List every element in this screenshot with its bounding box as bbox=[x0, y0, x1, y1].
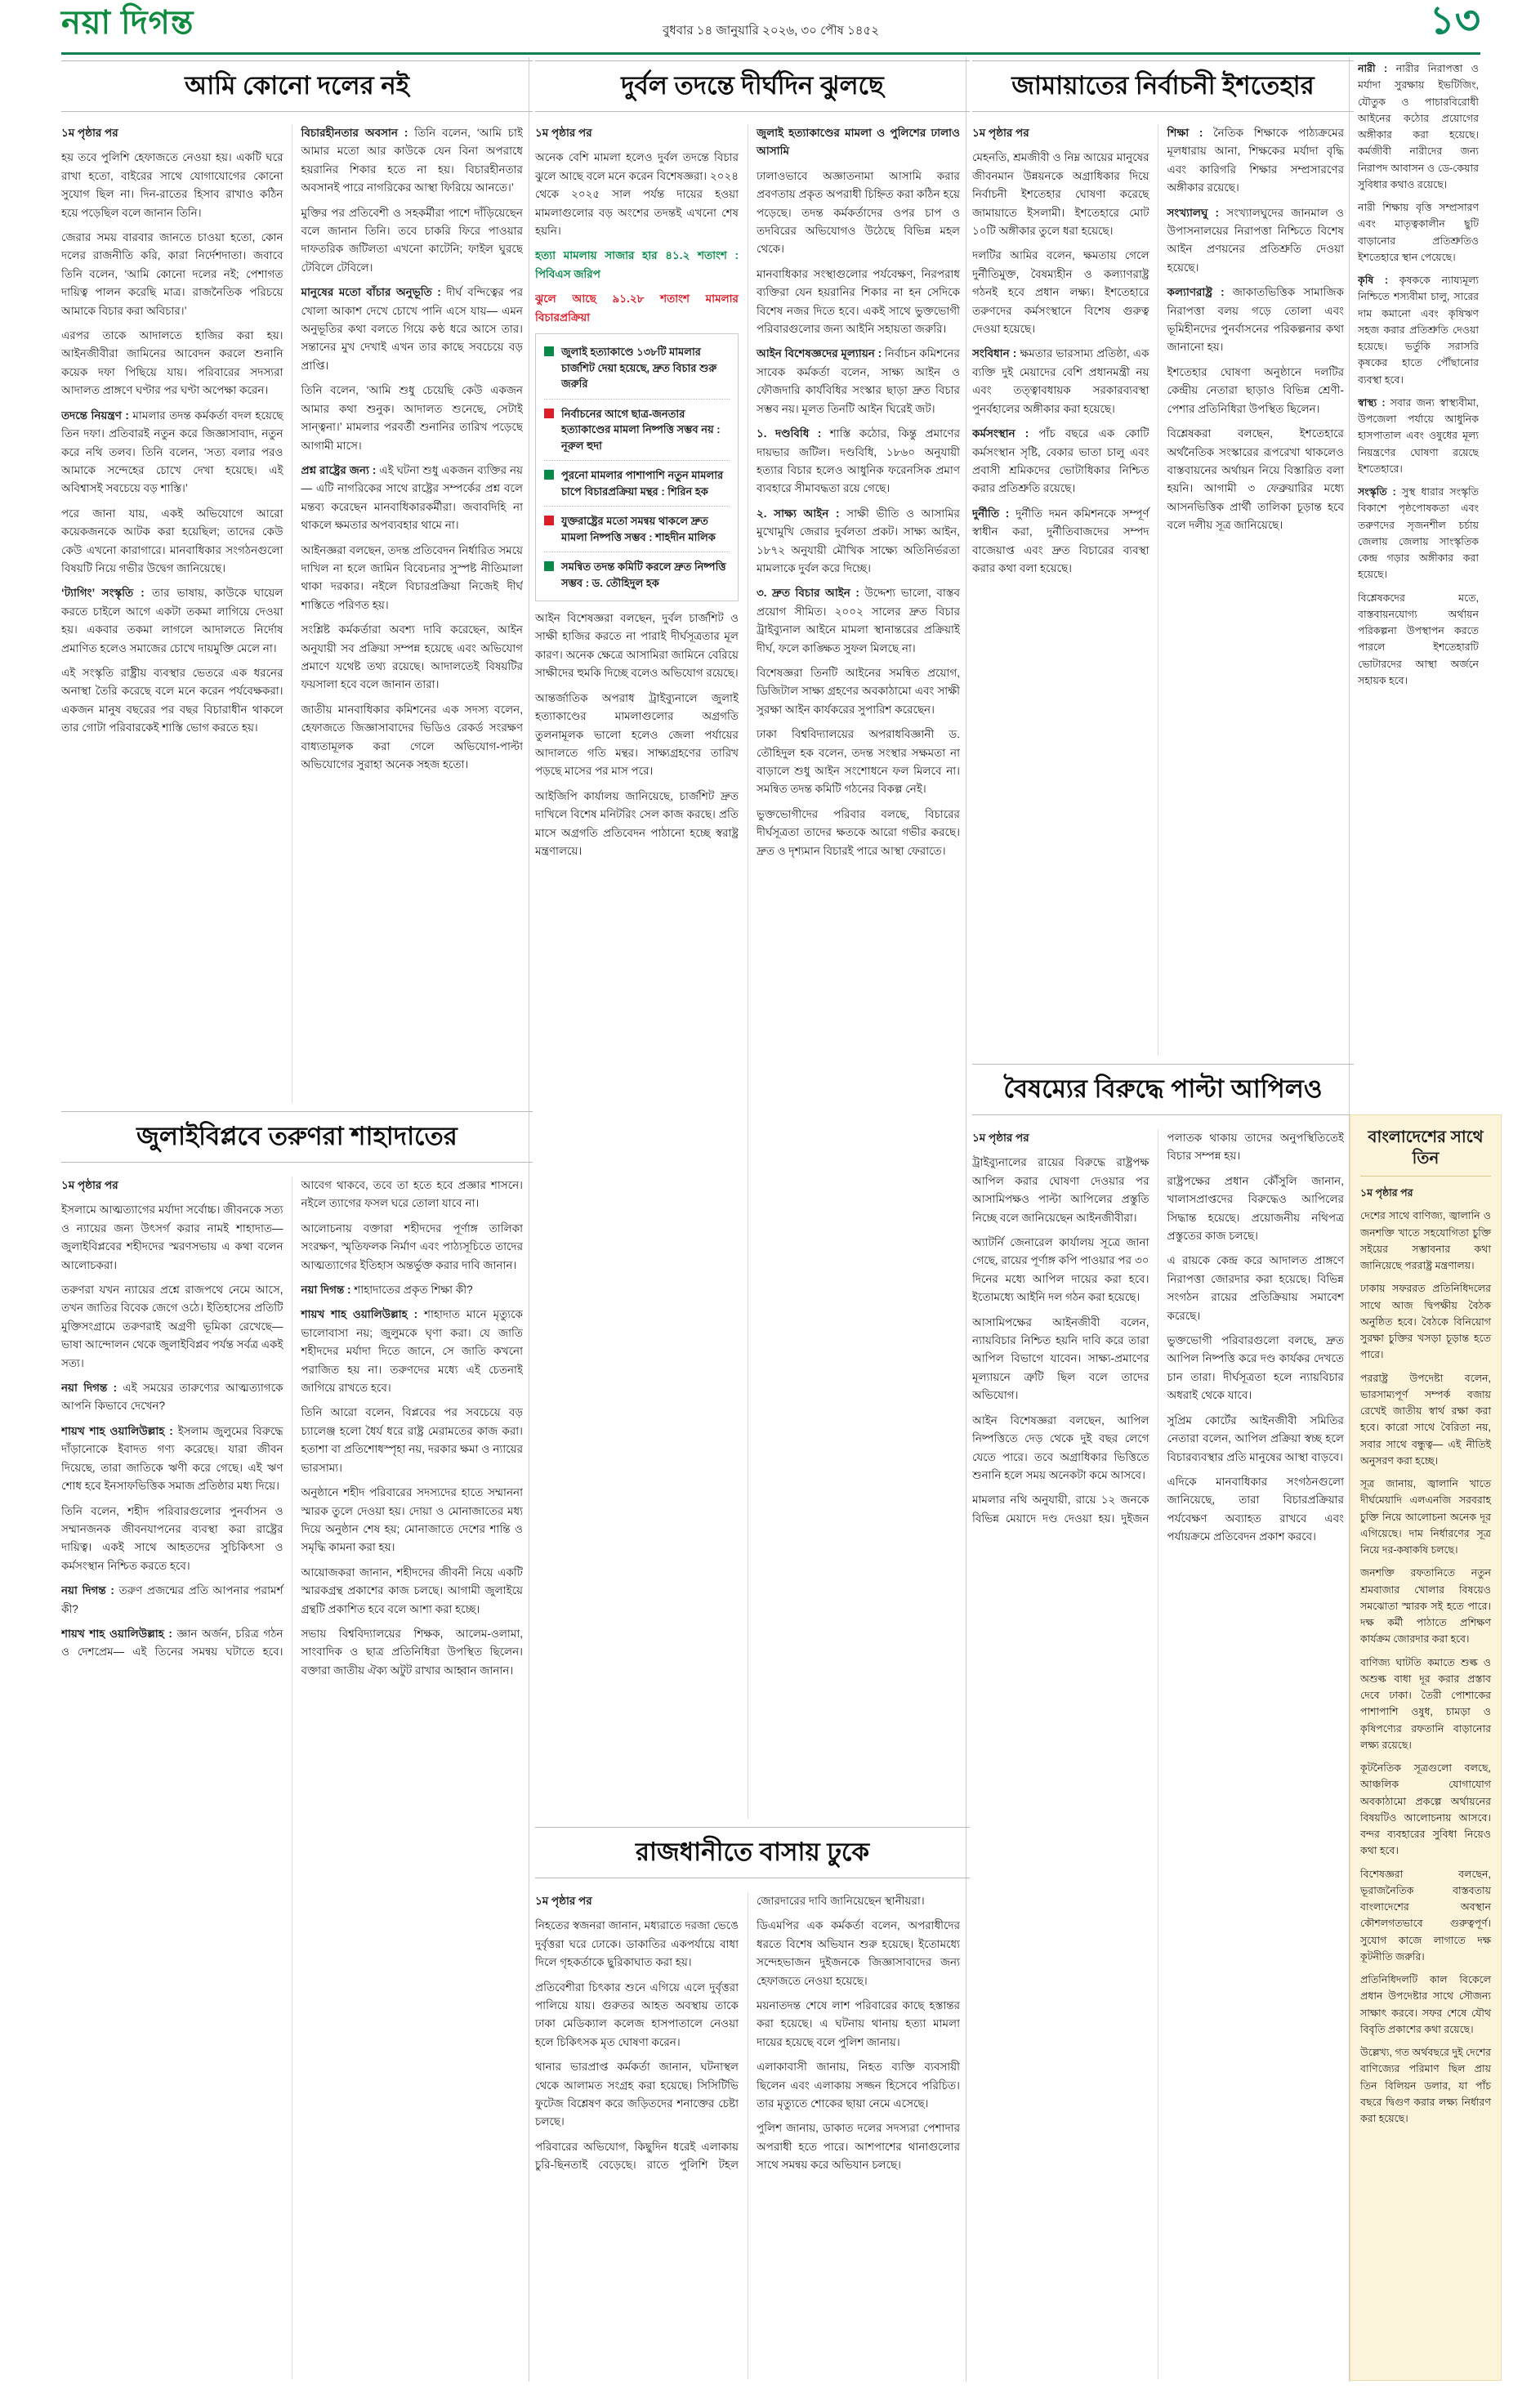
paragraph: প্রতিবেশীরা চিৎকার শুনে এগিয়ে এলে দুর্বৃত্তরা পালিয়ে যায়। গুরুতর আহত অবস্থায় তাকে ঢাকা মেডিক্যাল কলেজ হাসপাতালে নেওয়া হলে চিকিৎসক মৃত ঘোষণা করেন। bbox=[535, 1980, 739, 2048]
run-in-lead: নারী : bbox=[1358, 63, 1396, 74]
article-body-no-party bbox=[61, 124, 523, 1103]
paragraph: সভায় বিশ্ববিদ্যালয়ের শিক্ষক, আলেম-ওলামা, সাংবাদিক ও ছাত্র প্রতিনিধিরা উপস্থিত ছিলেন। বক্তারা জাতীয় ঐক্য অটুট রাখার আহ্বান জানান। bbox=[301, 1627, 523, 1677]
sidebar-article-title: বাংলাদেশের সাথে তিন bbox=[1360, 1127, 1491, 1177]
paragraph: প্রতিনিধিদলটি কাল বিকেলে প্রধান উপদেষ্টার সাথে সৌজন্য সাক্ষাৎ করবে। সফর শেষে যৌথ বিবৃতি প্রকাশের কথা রয়েছে। bbox=[1360, 1974, 1491, 2035]
article-body-manifesto bbox=[972, 124, 1344, 1056]
article-body-capital-crime bbox=[535, 1892, 960, 2379]
bullet-square-icon bbox=[544, 409, 554, 418]
masthead-rule bbox=[61, 52, 1480, 55]
paragraph: বিচারহীনতার অবসান : তিনি বলেন, ‘আমি চাই আমার মতো আর কাউকে যেন বিনা অপরাধে হয়রানির শিকার হতে না হয়। বিচারহীনতার অবসানই পারে নাগরিকের আস্থা ফিরিয়ে আনতে।’ bbox=[301, 127, 523, 194]
sidebar-article bbox=[1350, 1114, 1502, 2381]
factbox-item bbox=[544, 461, 730, 507]
paragraph: আইজিপি কার্যালয় জানিয়েছে, চার্জশিট দ্রুত দাখিলে বিশেষ মনিটরিং সেল কাজ করছে। প্রতি মাসে অগ্রগতি প্রতিবেদন পাঠানো হচ্ছে স্বরাষ্ট্র মন্ত্রণালয়ে। bbox=[535, 789, 739, 857]
paragraph: প্রশ্ন রাষ্ট্রের জন্য : এই ঘটনা শুধু একজন ব্যক্তির নয়— এটি নাগরিকের সাথে রাষ্ট্রের সম্পর্কের প্রশ্ন বলে মন্তব্য করেছেন মানবাধিকারকর্মীরা। জবাবদিহি না থাকলে ক্ষমতার অপব্যবহার থামে না। bbox=[301, 463, 523, 532]
paragraph: আসামিপক্ষের আইনজীবী বলেন, ন্যায়বিচার নিশ্চিত হয়নি দাবি করে তারা আপিল বিভাগে যাবেন। সাক্ষ্য-প্রমাণের মূল্যায়নে ত্রুটি ছিল বলে তাদের অভিযোগ। bbox=[972, 1315, 1149, 1402]
paragraph: থানার ভারপ্রাপ্ত কর্মকর্তা জানান, ঘটনাস্থল থেকে আলামত সংগ্রহ করা হয়েছে। সিসিটিভি ফুটেজ বিশ্লেষণ করে জড়িতদের শনাক্তের চেষ্টা চলছে। bbox=[535, 2061, 739, 2128]
paragraph: মানবাধিকার সংস্থাগুলোর পর্যবেক্ষণ, নিরপরাধ ব্যক্তিরা যেন হয়রানির শিকার না হন সেদিকে বিশেষ নজর দিতে হবে। একই সাথে ভুক্তভোগী পরিবারগুলোর জন্য আইনি সহায়তা জরুরি। bbox=[757, 267, 960, 336]
paragraph: শিক্ষা : নৈতিক শিক্ষাকে পাঠ্যক্রমের মূলধারায় আনা, শিক্ষকের মর্যাদা বৃদ্ধি এবং কারিগরি শিক্ষার সম্প্রসারণের অঙ্গীকার রয়েছে। bbox=[1167, 127, 1344, 194]
paragraph: তদন্তে নিয়ন্ত্রণ : মামলার তদন্ত কর্মকর্তা বদল হয়েছে তিন দফা। প্রতিবারই নতুন করে জিজ্ঞাসাবাদ, নতুন করে নথি তলব। তিনি বলেন, ‘সত্য বলার পরও আমাকে সন্দেহের চোখে দেখা হয়েছে। এই অবিশ্বাসই সবচেয়ে বড় শাস্তি।’ bbox=[61, 409, 283, 495]
paragraph: হত্যা মামলায় সাজার হার ৪১.২ শতাংশ : পিবিএস জরিপ bbox=[535, 249, 739, 280]
paragraph: ৩. দ্রুত বিচার আইন : উদ্দেশ্য ভালো, বাস্তব প্রয়োগ সীমিত। ২০০২ সালের দ্রুত বিচার ট্রাইব্যুনাল আইনে মামলা স্থানান্তরের প্রক্রিয়াই দীর্ঘ, ফলে কাঙ্ক্ষিত সুফল মিলছে না। bbox=[757, 587, 960, 654]
paragraph: স্বাস্থ্য : সবার জন্য স্বাস্থ্যবীমা, উপজেলা পর্যায়ে আধুনিক হাসপাতাল এবং ওষুধের মূল্য নিয়ন্ত্রণের ঘোষণা রয়েছে ইশতেহারে। bbox=[1358, 396, 1479, 475]
paragraph: এই সংস্কৃতি রাষ্ট্রীয় ব্যবস্থার ভেতরে এক ধরনের অনাস্থা তৈরি করেছে বলে মনে করেন পর্যবেক্ষকরা। একজন মানুষ বছরের পর বছর বিচারাধীন থাকলে তার গোটা পরিবারকেই শাস্তি ভোগ করতে হয়। bbox=[61, 666, 283, 735]
paragraph: বিশেষজ্ঞরা বলছেন, ভূরাজনৈতিক বাস্তবতায় বাংলাদেশের অবস্থান কৌশলগতভাবে গুরুত্বপূর্ণ। সুযোগ কাজে লাগাতে দক্ষ কূটনীতি জরুরি। bbox=[1360, 1868, 1491, 1963]
article-body-counter-appeal bbox=[972, 1129, 1344, 2379]
run-in-lead: সংবিধান : bbox=[972, 347, 1020, 360]
paragraph: আয়োজকরা জানান, শহীদদের জীবনী নিয়ে একটি স্মারকগ্রন্থ প্রকাশের কাজ চলছে। আগামী জুলাইয়ে গ্রন্থটি প্রকাশিত হবে বলে আশা করা হচ্ছে। bbox=[301, 1565, 523, 1615]
masthead bbox=[61, 0, 1480, 51]
paragraph: জাতীয় মানবাধিকার কমিশনের এক সদস্য বলেন, হেফাজতে জিজ্ঞাসাবাদের ভিডিও রেকর্ড সংরক্ষণ বাধ্যতামূলক করা গেলে অভিযোগ-পাল্টা অভিযোগের সুরাহা অনেক সহজ হতো। bbox=[301, 703, 523, 770]
factbox-item bbox=[544, 507, 730, 552]
paragraph: নয়া দিগন্ত : শাহাদাতের প্রকৃত শিক্ষা কী? bbox=[301, 1284, 473, 1297]
factbox-item-text: যুক্তরাষ্ট্রের মতো সমন্বয় থাকলে দ্রুত মামলা নিষ্পত্তি সম্ভব : শাহদীন মালিক bbox=[561, 515, 716, 543]
article-body-weak-probe bbox=[535, 124, 960, 1819]
paragraph-flow bbox=[972, 124, 1344, 578]
run-in-lead: বিচারহীনতার অবসান : bbox=[301, 127, 415, 139]
paragraph: উল্লেখ্য, গত অর্থবছরে দুই দেশের বাণিজ্যের পরিমাণ ছিল প্রায় তিন বিলিয়ন ডলার, যা পাঁচ বছরে দ্বিগুণ করার লক্ষ্য নির্ধারণ করা হয়েছে। bbox=[1360, 2047, 1491, 2124]
continued-from-page-1: ১ম পৃষ্ঠার পর bbox=[972, 127, 1029, 139]
run-in-lead: কর্মসংস্থান : bbox=[972, 427, 1039, 440]
run-in-lead: নয়া দিগন্ত : bbox=[301, 1284, 355, 1297]
paragraph: বিশ্লেষকদের মতে, বাস্তবায়নযোগ্য অর্থায়ন পরিকল্পনা উপস্থাপন করতে পারলে ইশতেহারটি ভোটারদের আস্থা অর্জনে সহায়ক হবে। bbox=[1358, 592, 1479, 686]
paragraph: নারী শিক্ষায় বৃত্তি সম্প্রসারণ এবং মাতৃত্বকালীন ছুটি বাড়ানোর প্রতিশ্রুতিও ইশতেহারে স্থান পেয়েছে। bbox=[1358, 202, 1479, 263]
paragraph: আইন বিশেষজ্ঞদের মূল্যায়ন : নির্বাচন কমিশনের সাবেক কর্মকর্তা বলেন, সাক্ষ্য আইন ও ফৌজদারি কার্যবিধির সংস্কার ছাড়া দ্রুত বিচার সম্ভব নয়। মূলত তিনটি আইন ঘিরেই জট। bbox=[757, 347, 960, 415]
article-title-weak-probe: দুর্বল তদন্তে দীর্ঘদিন ঝুলছে bbox=[535, 60, 970, 112]
paragraph: তিনি বলেন, শহীদ পরিবারগুলোর পুনর্বাসন ও সম্মানজনক জীবনযাপনের ব্যবস্থা করা রাষ্ট্রের দায়িত্ব। একই সাথে আহতদের সুচিকিৎসা ও কর্মসংস্থান নিশ্চিত করতে হবে। bbox=[61, 1504, 283, 1572]
paragraph: নয়া দিগন্ত : এই সময়ের তারুণ্যের আত্মত্যাগকে আপনি কিভাবে দেখেন? bbox=[61, 1382, 283, 1413]
paragraph: দলটির আমির বলেন, ক্ষমতায় গেলে দুর্নীতিমুক্ত, বৈষম্যহীন ও কল্যাণরাষ্ট্র গঠনই হবে প্রধান লক্ষ্য। ইশতেহারে তরুণদের কর্মসংস্থানে বিশেষ গুরুত্ব দেওয়া হয়েছে। bbox=[972, 249, 1149, 336]
paragraph: ঢালাওভাবে অজ্ঞাতনামা আসামি করার প্রবণতায় প্রকৃত অপরাধী চিহ্নিত করা কঠিন হয়ে পড়েছে। তদন্ত কর্মকর্তাদের ওপর চাপ ও তদবিরের অভিযোগও উঠেছে বিভিন্ন মহল থেকে। bbox=[757, 169, 960, 256]
paragraph: অনেক বেশি মামলা হলেও দুর্বল তদন্তে বিচার ঝুলে আছে বলে মনে করেন বিশেষজ্ঞরা। ২০২৪ থেকে ২০২৫ সাল পর্যন্ত দায়ের হওয়া মামলাগুলোর বড় অংশের তদন্তই এখনো শেষ হয়নি। bbox=[535, 151, 739, 238]
paragraph: ইশতেহার ঘোষণা অনুষ্ঠানে দলটির কেন্দ্রীয় নেতারা ছাড়াও বিভিন্ন শ্রেণী-পেশার প্রতিনিধিরা উপস্থিত ছিলেন। bbox=[1167, 365, 1344, 415]
paragraph: ডিএমপির এক কর্মকর্তা বলেন, অপরাধীদের ধরতে বিশেষ অভিযান শুরু হয়েছে। ইতোমধ্যে সন্দেহভাজন দুইজনকে জিজ্ঞাসাবাদের জন্য হেফাজতে নেওয়া হয়েছে। bbox=[757, 1919, 960, 1987]
run-in-lead: প্রশ্ন রাষ্ট্রের জন্য : bbox=[301, 463, 380, 476]
bullet-square-icon bbox=[544, 470, 554, 480]
paragraph-flow bbox=[1360, 1208, 1491, 2127]
paragraph: ঝুলে আছে ৯১.২৮ শতাংশ মামলার বিচারপ্রক্রিয়া bbox=[535, 292, 739, 324]
run-in-lead: কল্যাণরাষ্ট্র : bbox=[1167, 286, 1233, 299]
paragraph: এদিকে মানবাধিকার সংগঠনগুলো জানিয়েছে, তারা বিচারপ্রক্রিয়ার পর্যবেক্ষণ অব্যাহত রাখবে এবং পর্যায়ক্রমে প্রতিবেদন প্রকাশ করবে। bbox=[1167, 1475, 1344, 1543]
paragraph: জেরার সময় বারবার জানতে চাওয়া হতো, কোন দলের রাজনীতি করি, কারা নির্দেশদাতা। জবাবে তিনি বলেন, ‘আমি কোনো দলের নই; পেশাগত দায়িত্ব পালন করেছি মাত্র। রাজনৈতিক পরিচয়ে আমাকে বিচার করা অবিচার।’ bbox=[61, 231, 283, 317]
run-in-lead: ‘ট্যাগিং’ সংস্কৃতি : bbox=[61, 587, 152, 600]
paragraph: এ রায়কে কেন্দ্র করে আদালত প্রাঙ্গণে নিরাপত্তা জোরদার করা হয়েছে। বিভিন্ন সংগঠন রায়ের প্রতিক্রিয়ায় সমাবেশ করেছে। bbox=[1167, 1254, 1344, 1322]
run-in-lead: তদন্তে নিয়ন্ত্রণ : bbox=[61, 409, 133, 422]
factbox bbox=[535, 333, 739, 601]
bullet-square-icon bbox=[544, 516, 554, 525]
run-in-lead: শায়খ শাহ ওয়ালিউল্লাহ : bbox=[301, 1308, 424, 1321]
paragraph: নিহতের স্বজনরা জানান, মধ্যরাতে দরজা ভেঙে দুর্বৃত্তরা ঘরে ঢোকে। ডাকাতির একপর্যায়ে বাধা দিলে গৃহকর্তাকে ছুরিকাঘাত করা হয়। bbox=[535, 1919, 739, 1969]
paragraph: এরপর তাকে আদালতে হাজির করা হয়। আইনজীবীরা জামিনের আবেদন করলে শুনানি কয়েক দফা পিছিয়ে যায়। পরিবারের সদস্যরা আদালত প্রাঙ্গণে ঘণ্টার পর ঘণ্টা অপেক্ষা করেন। bbox=[61, 329, 283, 397]
paragraph: পরিবারের অভিযোগ, কিছুদিন ধরেই এলাকায় চুরি-ছিনতাই বেড়েছে। রাতে পুলিশি টহল জোরদারের দাবি জানিয়েছেন স্থানীয়রা। bbox=[535, 1895, 925, 2172]
paragraph: ভুক্তভোগী পরিবারগুলো বলছে, দ্রুত আপিল নিষ্পত্তি করে দণ্ড কার্যকর দেখতে চান তারা। দীর্ঘসূত্রতা হলে ন্যায়বিচার অধরাই থেকে যাবে। bbox=[1167, 1334, 1344, 1402]
paragraph: আইন বিশেষজ্ঞরা বলছেন, আপিল নিষ্পত্তিতে দেড় থেকে দুই বছর লেগে যেতে পারে। তবে অগ্রাধিকার ভিত্তিতে শুনানি হলে সময় অনেকটা কমে আসবে। bbox=[972, 1413, 1149, 1481]
article-title-july-martyrs: জুলাইবিপ্লবে তরুণরা শাহাদাতের bbox=[61, 1111, 533, 1163]
run-in-lead: সংখ্যালঘু : bbox=[1167, 206, 1227, 219]
paragraph: অনুষ্ঠানে শহীদ পরিবারের সদস্যদের হাতে সম্মাননা স্মারক তুলে দেওয়া হয়। দোয়া ও মোনাজাতের মধ্য দিয়ে অনুষ্ঠান শেষ হয়; মোনাজাতে দেশের শান্তি ও সমৃদ্ধি কামনা করা হয়। bbox=[301, 1486, 523, 1554]
paragraph-flow bbox=[535, 1892, 960, 2178]
run-in-lead: শায়খ শাহ ওয়ালিউল্লাহ : bbox=[61, 1424, 178, 1437]
paragraph: কূটনৈতিক সূত্রগুলো বলছে, আঞ্চলিক যোগাযোগ অবকাঠামো প্রকল্পে অর্থায়নের বিষয়টিও আলোচনায় আসবে। বন্দর ব্যবহারের সুবিধা নিয়েও কথা হবে। bbox=[1360, 1762, 1491, 1857]
paragraph: কৃষি : কৃষককে ন্যায্যমূল্য নিশ্চিতে শস্যবীমা চালু, সারের দাম কমানো এবং কৃষিঋণ সহজ করার প্রতিশ্রুতি দেওয়া হয়েছে। ভর্তুকি সরাসরি কৃষকের হাতে পৌঁছানোর ব্যবস্থা হবে। bbox=[1358, 275, 1479, 386]
article-body-july-martyrs bbox=[61, 1177, 523, 2379]
paragraph: ঢাকা বিশ্ববিদ্যালয়ের অপরাধবিজ্ঞানী ড. তৌহিদুল হক বলেন, তদন্ত সংস্থার সক্ষমতা না বাড়ালে শুধু আইন সংশোধনে ফল মিলবে না। সমন্বিত তদন্ত কমিটি গঠনের বিকল্প নেই। bbox=[757, 728, 960, 796]
paragraph: ১. দণ্ডবিধি : শাস্তি কঠোর, কিন্তু প্রমাণের দায়ভার জটিল। দণ্ডবিধি, ১৮৬০ অনুযায়ী হত্যার বিচার হলেও আধুনিক ফরেনসিক প্রমাণ ব্যবহারে সীমাবদ্ধতা রয়ে গেছে। bbox=[757, 427, 960, 495]
article-title-counter-appeal: বৈষম্যের বিরুদ্ধে পাল্টা আপিলও bbox=[972, 1064, 1354, 1115]
paragraph: তিনি বলেন, ‘আমি শুধু চেয়েছি কেউ একজন আমার কথা শুনুক। আদালত শুনেছে, সেটাই সান্ত্বনা।’ মামলার পরবর্তী শুনানির তারিখ পড়েছে আগামী মাসে। bbox=[301, 384, 523, 452]
paragraph: ময়নাতদন্ত শেষে লাশ পরিবারের কাছে হস্তান্তর করা হয়েছে। এ ঘটনায় থানায় হত্যা মামলা দায়ের হয়েছে বলে পুলিশ জানায়। bbox=[757, 1999, 960, 2048]
paragraph: মামলার নথি অনুযায়ী, রায়ে ১২ জনকে বিভিন্ন মেয়াদে দণ্ড দেওয়া হয়। দুইজন পলাতক থাকায় তাদের অনুপস্থিতিতেই বিচার সম্পন্ন হয়। bbox=[972, 1132, 1344, 1525]
paragraph-flow bbox=[535, 149, 739, 327]
paragraph: জুলাই হত্যাকাণ্ডের মামলা ও পুলিশের ঢালাও আসামি bbox=[757, 127, 960, 158]
paragraph: ‘ট্যাগিং’ সংস্কৃতি : তার ভাষায়, কাউকে ঘায়েল করতে চাইলে আগে একটা তকমা লাগিয়ে দেওয়া হয়। একবার তকমা লাগলে আদালতে নির্দোষ প্রমাণিত হলেও সমাজের চোখে দায়মুক্তি মেলে না। bbox=[61, 587, 283, 654]
continued-from-page-1: ১ম পৃষ্ঠার পর bbox=[61, 127, 118, 139]
run-in-lead: স্বাস্থ্য : bbox=[1358, 396, 1390, 409]
paragraph: নারী : নারীর নিরাপত্তা ও মর্যাদা সুরক্ষায় ইভটিজিং, যৌতুক ও পাচারবিরোধী আইনের কঠোর প্রয়োগের অঙ্গীকার করা হয়েছে। কর্মজীবী নারীদের জন্য নিরাপদ আবাসন ও ডে-কেয়ার সুবিধার কথাও রয়েছে। bbox=[1358, 63, 1479, 190]
paragraph: বাণিজ্য ঘাটতি কমাতে শুল্ক ও অশুল্ক বাধা দূর করার প্রস্তাব দেবে ঢাকা। তৈরী পোশাকের পাশাপাশি ওষুধ, চামড়া ও কৃষিপণ্যের রফতানি বাড়ানোর লক্ষ্য রয়েছে। bbox=[1360, 1656, 1491, 1751]
paragraph-flow bbox=[61, 1177, 523, 1680]
paragraph: ভুক্তভোগীদের পরিবার বলছে, বিচারের দীর্ঘসূত্রতা তাদের ক্ষতকে আরো গভীর করছে। দ্রুত ও দৃশ্যমান বিচারই পারে আস্থা ফেরাতে। bbox=[757, 807, 960, 857]
run-in-lead: শিক্ষা : bbox=[1167, 127, 1214, 139]
paragraph: ট্রাইব্যুনালের রায়ের বিরুদ্ধে রাষ্ট্রপক্ষ আপিল করার ঘোষণা দেওয়ার পর আসামিপক্ষও পাল্টা আপিলের প্রস্তুতি নিচ্ছে বলে জানিয়েছেন আইনজীবীরা। bbox=[972, 1156, 1149, 1224]
paragraph: মেহনতি, শ্রমজীবী ও নিম্ন আয়ের মানুষের জীবনমান উন্নয়নকে অগ্রাধিকার দিয়ে নির্বাচনী ইশতেহার ঘোষণা করেছে জামায়াতে ইসলামী। ইশতেহারে মোট ১০টি অঙ্গীকার তুলে ধরা হয়েছে। bbox=[972, 151, 1149, 238]
article-title-manifesto: জামায়াতের নির্বাচনী ইশতেহার bbox=[972, 60, 1354, 112]
paragraph: পরে জানা যায়, একই অভিযোগে আরো কয়েকজনকে আটক করা হয়েছিল; তাদের কেউ কেউ এখনো কারাগারে। মানবাধিকার সংগঠনগুলো বিষয়টি নিয়ে গভীর উদ্বেগ জানিয়েছে। bbox=[61, 507, 283, 574]
continued-from-page-1: ১ম পৃষ্ঠার পর bbox=[535, 127, 592, 139]
bullet-square-icon bbox=[544, 561, 554, 571]
paragraph: শায়খ শাহ ওয়ালিউল্লাহ : ইসলাম জুলুমের বিরুদ্ধে দাঁড়ানোকে ইবাদত গণ্য করেছে। যারা জীবন দিয়েছে, তারা জাতিকে ঋণী করে গেছে। এই ঋণ শোধ হবে ইনসাফভিত্তিক সমাজ প্রতিষ্ঠার মধ্য দিয়ে। bbox=[61, 1424, 283, 1493]
continued-from-page-1: ১ম পৃষ্ঠার পর bbox=[1360, 1187, 1413, 1199]
continued-from-page-1: ১ম পৃষ্ঠার পর bbox=[61, 1179, 118, 1191]
paragraph: আলোচনায় বক্তারা শহীদদের পূর্ণাঙ্গ তালিকা সংরক্ষণ, স্মৃতিফলক নির্মাণ এবং পাঠ্যসূচিতে তাদের আত্মত্যাগের ইতিহাস অন্তর্ভুক্ত করার দাবি জানান। bbox=[301, 1221, 523, 1271]
paragraph-flow bbox=[972, 1129, 1344, 1547]
newspaper-logo: নয়া দিগন্ত bbox=[61, 5, 194, 41]
article-title-capital-crime: রাজধানীতে বাসায় ঢুকে bbox=[535, 1827, 970, 1878]
factbox-item bbox=[544, 400, 730, 462]
continued-from-page-1: ১ম পৃষ্ঠার পর bbox=[972, 1132, 1029, 1144]
run-in-lead: সংস্কৃতি : bbox=[1358, 486, 1402, 498]
page-number: ১৩ bbox=[1429, 0, 1480, 42]
article-title-no-party: আমি কোনো দলের নই bbox=[61, 60, 533, 112]
paragraph: শায়খ শাহ ওয়ালিউল্লাহ : জ্ঞান অর্জন, চরিত্র গঠন ও দেশপ্রেম— এই তিনের সমন্বয় ঘটাতে হবে। আবেগ থাকবে, তবে তা হতে হবে প্রজ্ঞার শাসনে। নইলে ত্যাগের ফসল ঘরে তোলা যাবে না। bbox=[61, 1179, 523, 1659]
paragraph: তিনি আরো বলেন, বিপ্লবের পর সবচেয়ে বড় চ্যালেঞ্জ হলো ধৈর্য ধরে রাষ্ট্র মেরামতের কাজ করা। হতাশা বা প্রতিশোধস্পৃহা নয়, দরকার ক্ষমা ও ন্যায়ের ভারসাম্য। bbox=[301, 1406, 523, 1474]
paragraph: বিশেষজ্ঞরা তিনটি আইনের সমন্বিত প্রয়োগ, ডিজিটাল সাক্ষ্য গ্রহণের অবকাঠামো এবং সাক্ষী সুরক্ষা আইন কার্যকরের সুপারিশ করেছেন। bbox=[757, 666, 960, 716]
run-in-lead: মানুষের মতো বাঁচার অনুভূতি : bbox=[301, 286, 447, 299]
paragraph: ইসলামে আত্মত্যাগের মর্যাদা সর্বোচ্চ। জীবনকে সত্য ও ন্যায়ের জন্য উৎসর্গ করার নামই শাহাদাত— জুলাইবিপ্লবের শহীদদের স্মরণসভায় এ কথা বলেন আলোচকরা। bbox=[61, 1203, 283, 1271]
paragraph: দুর্নীতি : দুর্নীতি দমন কমিশনকে সম্পূর্ণ স্বাধীন করা, দুর্নীতিবাজদের সম্পদ বাজেয়াপ্ত এবং দ্রুত বিচারের ব্যবস্থা করার কথা বলা হয়েছে। bbox=[972, 507, 1149, 574]
run-in-lead: ৩. দ্রুত বিচার আইন : bbox=[757, 587, 865, 600]
paragraph: তরুণরা যখন ন্যায়ের প্রশ্নে রাজপথে নেমে আসে, তখন জাতির বিবেক জেগে ওঠে। ইতিহাসের প্রতিটি মুক্তিসংগ্রামে তরুণরাই অগ্রণী ভূমিকা রেখেছে— ভাষা আন্দোলন থেকে জুলাইবিপ্লব পর্যন্ত সর্বত্র একই সত্য। bbox=[61, 1284, 283, 1369]
run-in-lead: ১. দণ্ডবিধি : bbox=[757, 427, 830, 440]
run-in-lead: শায়খ শাহ ওয়ালিউল্লাহ : bbox=[61, 1627, 177, 1640]
paragraph: মানুষের মতো বাঁচার অনুভূতি : দীর্ঘ বন্দিত্বের পর খোলা আকাশ দেখে চোখে পানি এসে যায়— এমন অনুভূতির কথা বলতে গিয়ে কণ্ঠ ধরে আসে তার। সন্তানের মুখ দেখাই এখন তার কাছে সবচেয়ে বড় প্রাপ্তি। bbox=[301, 286, 523, 372]
factbox-item-text: নির্বাচনের আগে ছাত্র-জনতার হত্যাকাণ্ডের মামলা নিষ্পত্তি সম্ভব নয় : নূরুল হুদা bbox=[561, 407, 721, 452]
paragraph: সংবিধান : ক্ষমতার ভারসাম্য প্রতিষ্ঠা, এক ব্যক্তি দুই মেয়াদের বেশি প্রধানমন্ত্রী নয় এবং তত্ত্বাবধায়ক সরকারব্যবস্থা পুনর্বহালের অঙ্গীকার করা হয়েছে। bbox=[972, 347, 1149, 415]
paragraph: এলাকাবাসী জানায়, নিহত ব্যক্তি ব্যবসায়ী ছিলেন এবং এলাকায় সজ্জন হিসেবে পরিচিত। তার মৃত্যুতে শোকের ছায়া নেমে এসেছে। bbox=[757, 2061, 960, 2110]
paragraph: হয় তবে পুলিশি হেফাজতে নেওয়া হয়। একটি ঘরে রাখা হতো, বাইরের সাথে যোগাযোগের কোনো সুযোগ ছিল না। দিন-রাতের হিসাব রাখাও কঠিন হয়ে পড়েছিল বলে জানান তিনি। bbox=[61, 151, 283, 219]
paragraph: সংশ্লিষ্ট কর্মকর্তারা অবশ্য দাবি করেছেন, আইন অনুযায়ী সব প্রক্রিয়া সম্পন্ন হয়েছে এবং অভিযোগ প্রমাণে যথেষ্ট তথ্য রয়েছে। আদালতেই বিষয়টির ফয়সালা হবে বলে জানান তারা। bbox=[301, 623, 523, 691]
paragraph: বিশ্লেষকরা বলছেন, ইশতেহারে অর্থনৈতিক সংস্কারের রূপরেখা থাকলেও বাস্তবায়নের অর্থায়ন নিয়ে বিস্তারিত বলা হয়নি। আগামী ৩ ফেব্রুয়ারির মধ্যে আসনভিত্তিক প্রার্থী তালিকা চূড়ান্ত হবে বলে দলীয় সূত্র জানিয়েছে। bbox=[1167, 427, 1344, 532]
dateline: বুধবার ১৪ জানুয়ারি ২০২৬, ৩০ পৌষ ১৪৫২ bbox=[662, 24, 880, 38]
paragraph: আইন বিশেষজ্ঞরা বলছেন, দুর্বল চার্জশিট ও সাক্ষী হাজির করতে না পারাই দীর্ঘসূত্রতার মূল কারণ। অনেক ক্ষেত্রে আসামিরা জামিনে বেরিয়ে সাক্ষীদের হুমকি দিচ্ছে বলেও অভিযোগ রয়েছে। bbox=[535, 612, 739, 680]
run-in-lead: দুর্নীতি : bbox=[972, 507, 1016, 520]
run-in-lead: নয়া দিগন্ত : bbox=[61, 1382, 123, 1395]
bullet-square-icon bbox=[544, 346, 554, 356]
article-side-column-manifesto bbox=[1358, 60, 1479, 1106]
paragraph: সূত্র জানায়, জ্বালানি খাতে দীর্ঘমেয়াদি এলএনজি সরবরাহ চুক্তি নিয়ে আলোচনা অনেক দূর এগিয়েছে। দাম নির্ধারণের সূত্র নিয়ে দর-কষাকষি চলছে। bbox=[1360, 1478, 1491, 1556]
paragraph: আইনজ্ঞরা বলছেন, তদন্ত প্রতিবেদন নির্ধারিত সময়ে দাখিল না হলে জামিন বিবেচনার সুস্পষ্ট নীতিমালা থাকা দরকার। নইলে বিচারপ্রক্রিয়া নিজেই দীর্ঘ শাস্তিতে পরিণত হয়। bbox=[301, 543, 523, 611]
factbox-item bbox=[544, 337, 730, 400]
paragraph: ঢাকায় সফররত প্রতিনিধিদলের সাথে আজ দ্বিপক্ষীয় বৈঠক অনুষ্ঠিত হবে। বৈঠকে বিনিয়োগ সুরক্ষা চুক্তির খসড়া চূড়ান্ত হতে পারে। bbox=[1360, 1283, 1491, 1361]
paragraph: সংখ্যালঘু : সংখ্যালঘুদের জানমাল ও উপাসনালয়ের নিরাপত্তা নিশ্চিতে বিশেষ আইন প্রণয়নের প্রতিশ্রুতি দেওয়া হয়েছে। bbox=[1167, 206, 1344, 274]
paragraph: সুপ্রিম কোর্টের আইনজীবী সমিতির নেতারা বলেন, আপিল প্রক্রিয়া স্বচ্ছ হলে বিচারব্যবস্থার প্রতি মানুষের আস্থা বাড়বে। bbox=[1167, 1413, 1344, 1463]
paragraph: ২. সাক্ষ্য আইন : সাক্ষী ভীতি ও আসামির মুখোমুখি জেরার দুর্বলতা প্রকট। সাক্ষ্য আইন, ১৮৭২ অনুযায়ী মৌখিক সাক্ষ্যে অতিনির্ভরতা মামলাকে দুর্বল করে দিচ্ছে। bbox=[757, 507, 960, 574]
paragraph: রাষ্ট্রপক্ষের প্রধান কৌঁসুলি জানান, খালাসপ্রাপ্তদের বিরুদ্ধেও আপিলের সিদ্ধান্ত হয়েছে। প্রয়োজনীয় নথিপত্র প্রস্তুতের কাজ চলছে। bbox=[1167, 1174, 1344, 1243]
paragraph: কল্যাণরাষ্ট্র : জাকাতভিত্তিক সামাজিক নিরাপত্তা বলয় গড়ে তোলা এবং ভূমিহীনদের পুনর্বাসনের পরিকল্পনার কথা জানানো হয়। bbox=[1167, 286, 1344, 354]
run-in-lead: ২. সাক্ষ্য আইন : bbox=[757, 507, 847, 520]
paragraph: সংস্কৃতি : সুস্থ ধারার সংস্কৃতি বিকাশে পৃষ্ঠপোষকতা এবং তরুণদের সৃজনশীল চর্চায় জেলায় জেলায় সাংস্কৃতিক কেন্দ্র গড়ার অঙ্গীকার করা হয়েছে। bbox=[1358, 486, 1479, 581]
paragraph: অ্যাটর্নি জেনারেল কার্যালয় সূত্রে জানা গেছে, রায়ের পূর্ণাঙ্গ কপি পাওয়ার পর ৩০ দিনের মধ্যে আপিল দায়ের করা হবে। ইতোমধ্যে আইনি দল গঠন করা হয়েছে। bbox=[972, 1236, 1149, 1304]
run-in-lead: আইন বিশেষজ্ঞদের মূল্যায়ন : bbox=[757, 347, 885, 360]
paragraph: মুক্তির পর প্রতিবেশী ও সহকর্মীরা পাশে দাঁড়িয়েছেন বলে জানান তিনি। তবে চাকরি ফিরে পাওয়ার দাফতরিক জটিলতা এখনো কাটেনি; ফাইল ঘুরছে টেবিলে টেবিলে। bbox=[301, 206, 523, 274]
paragraph: আন্তর্জাতিক অপরাধ ট্রাইব্যুনালে জুলাই হত্যাকাণ্ডের মামলাগুলোর অগ্রগতি তুলনামূলক ভালো হলেও জেলা পর্যায়ের আদালতে গতি মন্থর। সাক্ষ্যগ্রহণের তারিখ পড়ছে মাসের পর মাস পরে। bbox=[535, 691, 739, 778]
paragraph: পররাষ্ট্র উপদেষ্টা বলেন, ভারসাম্যপূর্ণ সম্পর্ক বজায় রেখেই জাতীয় স্বার্থ রক্ষা করা হবে। কারো সাথে বৈরিতা নয়, সবার সাথে বন্ধুত্ব— এই নীতিই অনুসরণ করা হচ্ছে। bbox=[1360, 1372, 1491, 1467]
paragraph: শায়খ শাহ ওয়ালিউল্লাহ : শাহাদাত মানে মৃত্যুকে ভালোবাসা নয়; জুলুমকে ঘৃণা করা। যে জাতি শহীদদের মর্যাদা দিতে জানে, সে জাতি কখনো পরাজিত হয় না। তরুণদের মধ্যে এই চেতনাই জাগিয়ে রাখতে হবে। bbox=[301, 1308, 523, 1395]
factbox-item-text: জুলাই হত্যাকাণ্ডে ১৩৮টি মামলার চার্জশিট দেয়া হয়েছে, দ্রুত বিচার শুরু জরুরি bbox=[561, 346, 717, 391]
run-in-lead: কৃষি : bbox=[1358, 275, 1399, 286]
continued-from-page-1: ১ম পৃষ্ঠার পর bbox=[535, 1895, 592, 1907]
paragraph: পুলিশ জানায়, ডাকাত দলের সদস্যরা পেশাদার অপরাধী হতে পারে। আশপাশের থানাগুলোর সাথে সমন্বয় করে অভিযান চলছে। bbox=[757, 2122, 960, 2172]
factbox-item-text: সমন্বিত তদন্ত কমিটি করলে দ্রুত নিষ্পত্তি সম্ভব : ড. তৌহিদুল হক bbox=[561, 560, 726, 589]
paragraph-flow bbox=[61, 124, 523, 774]
paragraph: জনশক্তি রফতানিতে নতুন শ্রমবাজার খোলার বিষয়েও সমঝোতা স্মারক সই হতে পারে। দক্ষ কর্মী পাঠাতে প্রশিক্ষণ কার্যক্রম জোরদার করা হবে। bbox=[1360, 1567, 1491, 1646]
paragraph: নয়া দিগন্ত : তরুণ প্রজন্মের প্রতি আপনার পরামর্শ কী? bbox=[61, 1584, 283, 1615]
run-in-lead: নয়া দিগন্ত : bbox=[61, 1584, 119, 1597]
paragraph: কর্মসংস্থান : পাঁচ বছরে এক কোটি কর্মসংস্থান সৃষ্টি, বেকার ভাতা চালু এবং প্রবাসী শ্রমিকদের ভোটাধিকার নিশ্চিত করার প্রতিশ্রুতি রয়েছে। bbox=[972, 427, 1149, 495]
factbox-item-text: পুরনো মামলার পাশাপাশি নতুন মামলার চাপে বিচারপ্রক্রিয়া মন্থর : শিরিন হক bbox=[561, 469, 724, 498]
factbox-item bbox=[544, 552, 730, 597]
paragraph: দেশের সাথে বাণিজ্য, জ্বালানি ও জনশক্তি খাতে সহযোগিতা চুক্তি সইয়ের সম্ভাবনার কথা জানিয়েছে পররাষ্ট্র মন্ত্রণালয়। bbox=[1360, 1210, 1491, 1271]
paragraph-flow bbox=[1358, 60, 1479, 689]
